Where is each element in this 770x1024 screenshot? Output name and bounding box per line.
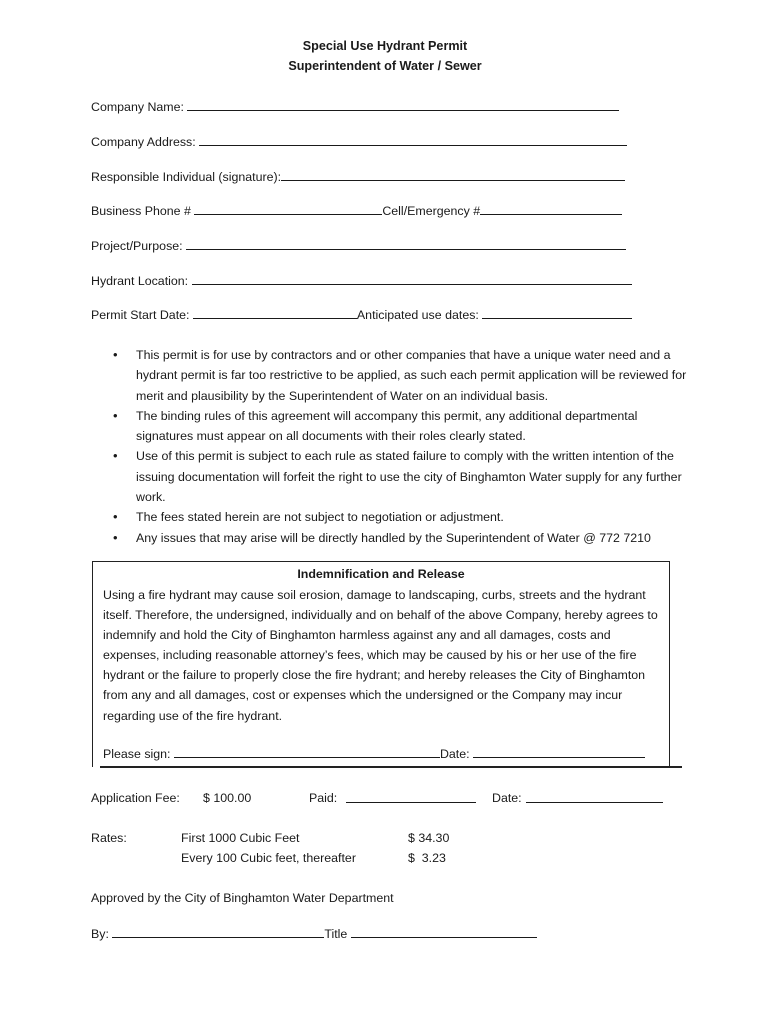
dates-row [91,306,632,322]
sign-date-label: Date: [439,747,470,761]
paid-field[interactable] [346,790,476,803]
indemnification-heading: Indemnification and Release [297,567,465,581]
permit-start-date-field[interactable] [193,306,357,319]
project-purpose-label: Project/Purpose: [91,239,183,253]
approval-text: Approved by the City of Binghamton Water Department [91,891,394,905]
company-address-row [91,133,627,149]
business-phone-label: Business Phone # [91,204,191,218]
document-title: Special Use Hydrant Permit [302,39,468,53]
by-field[interactable] [112,925,324,938]
signature-row [103,745,645,761]
signature-field[interactable] [174,745,440,758]
fee-date-field-wrap [526,790,663,807]
company-address-label: Company Address: [91,135,196,149]
rate-description: Every 100 Cubic feet, thereafter [181,851,356,865]
rate-price: $ 3.23 [408,851,446,865]
by-label: By: [91,927,109,941]
hydrant-location-row [91,272,632,288]
rates-label: Rates: [91,831,127,845]
cell-emergency-field[interactable] [480,202,622,215]
cell-emergency-label: Cell/Emergency # [382,204,481,218]
please-sign-label: Please sign: [103,747,171,761]
anticipated-use-dates-field[interactable] [482,306,632,319]
company-name-row [91,98,619,114]
indemnification-box [92,561,670,767]
phone-row [91,202,622,218]
paid-field-wrap [346,790,476,807]
rate-price: $ 34.30 [408,831,450,845]
rules-list [109,345,689,548]
company-name-label: Company Name: [91,100,184,114]
box-bottom-rule [100,766,682,768]
rate-description: First 1000 Cubic Feet [181,831,300,845]
company-address-field[interactable] [199,133,627,146]
rule-item: • Any issues that may arise will be directly handled by the Superintendent of Water @ 772 7210 [109,528,689,548]
company-name-field[interactable] [187,98,619,111]
anticipated-use-dates-label: Anticipated use dates: [356,308,479,322]
hydrant-location-label: Hydrant Location: [91,274,189,288]
rule-item: • This permit is for use by contractors and or other companies that have a unique water need and a hydrant permit is far too restrictive to be applied, as such each permit application will be reviewed for merit and plausibility by the Superintendent of Water on an individual basis. [109,345,689,406]
responsible-individual-label: Responsible Individual (signature): [91,170,282,184]
approval-row [91,925,537,942]
rule-item: • Use of this permit is subject to each rule as stated failure to comply with the written intention of the issuing documentation will forfeit the right to use the city of Binghamton Water supply for any further work. [109,446,689,507]
responsible-individual-row [91,168,625,184]
project-purpose-row [91,237,626,253]
paid-label: Paid: [309,791,338,805]
application-fee-value: $ 100.00 [203,791,252,805]
indemnification-body: Using a fire hydrant may cause soil erosion, damage to landscaping, curbs, streets and the hydrant itself. Therefore, the undersigned, individually and on behalf of the above Company, hereby agrees to indemnify and hold the City of Binghamton harmless against any and all damages, costs and expenses, including reasonable attorney’s fees, which may be caused by his or her use of the fire hydrant or the failure to properly close the fire hydrant; and hereby releases the City of Binghamton from any and all damages, cost or expenses which the undersigned or the Company may incur regarding use of the fire hydrant. [103,588,658,723]
hydrant-location-field[interactable] [192,272,632,285]
permit-start-date-label: Permit Start Date: [91,308,190,322]
title-label: Title [324,927,348,941]
sign-date-field[interactable] [473,745,645,758]
rule-item: • The fees stated herein are not subject to negotiation or adjustment. [109,507,689,527]
rule-item: • The binding rules of this agreement will accompany this permit, any additional departmental signatures must appear on all documents with their roles clearly stated. [109,406,689,447]
business-phone-field[interactable] [194,202,382,215]
application-fee-label: Application Fee: [91,791,180,805]
title-field[interactable] [351,925,537,938]
document-subtitle: Superintendent of Water / Sewer [288,59,482,73]
project-purpose-field[interactable] [186,237,626,250]
responsible-individual-signature-field[interactable] [281,168,625,181]
fee-date-label: Date: [492,791,522,805]
fee-date-field[interactable] [526,790,663,803]
